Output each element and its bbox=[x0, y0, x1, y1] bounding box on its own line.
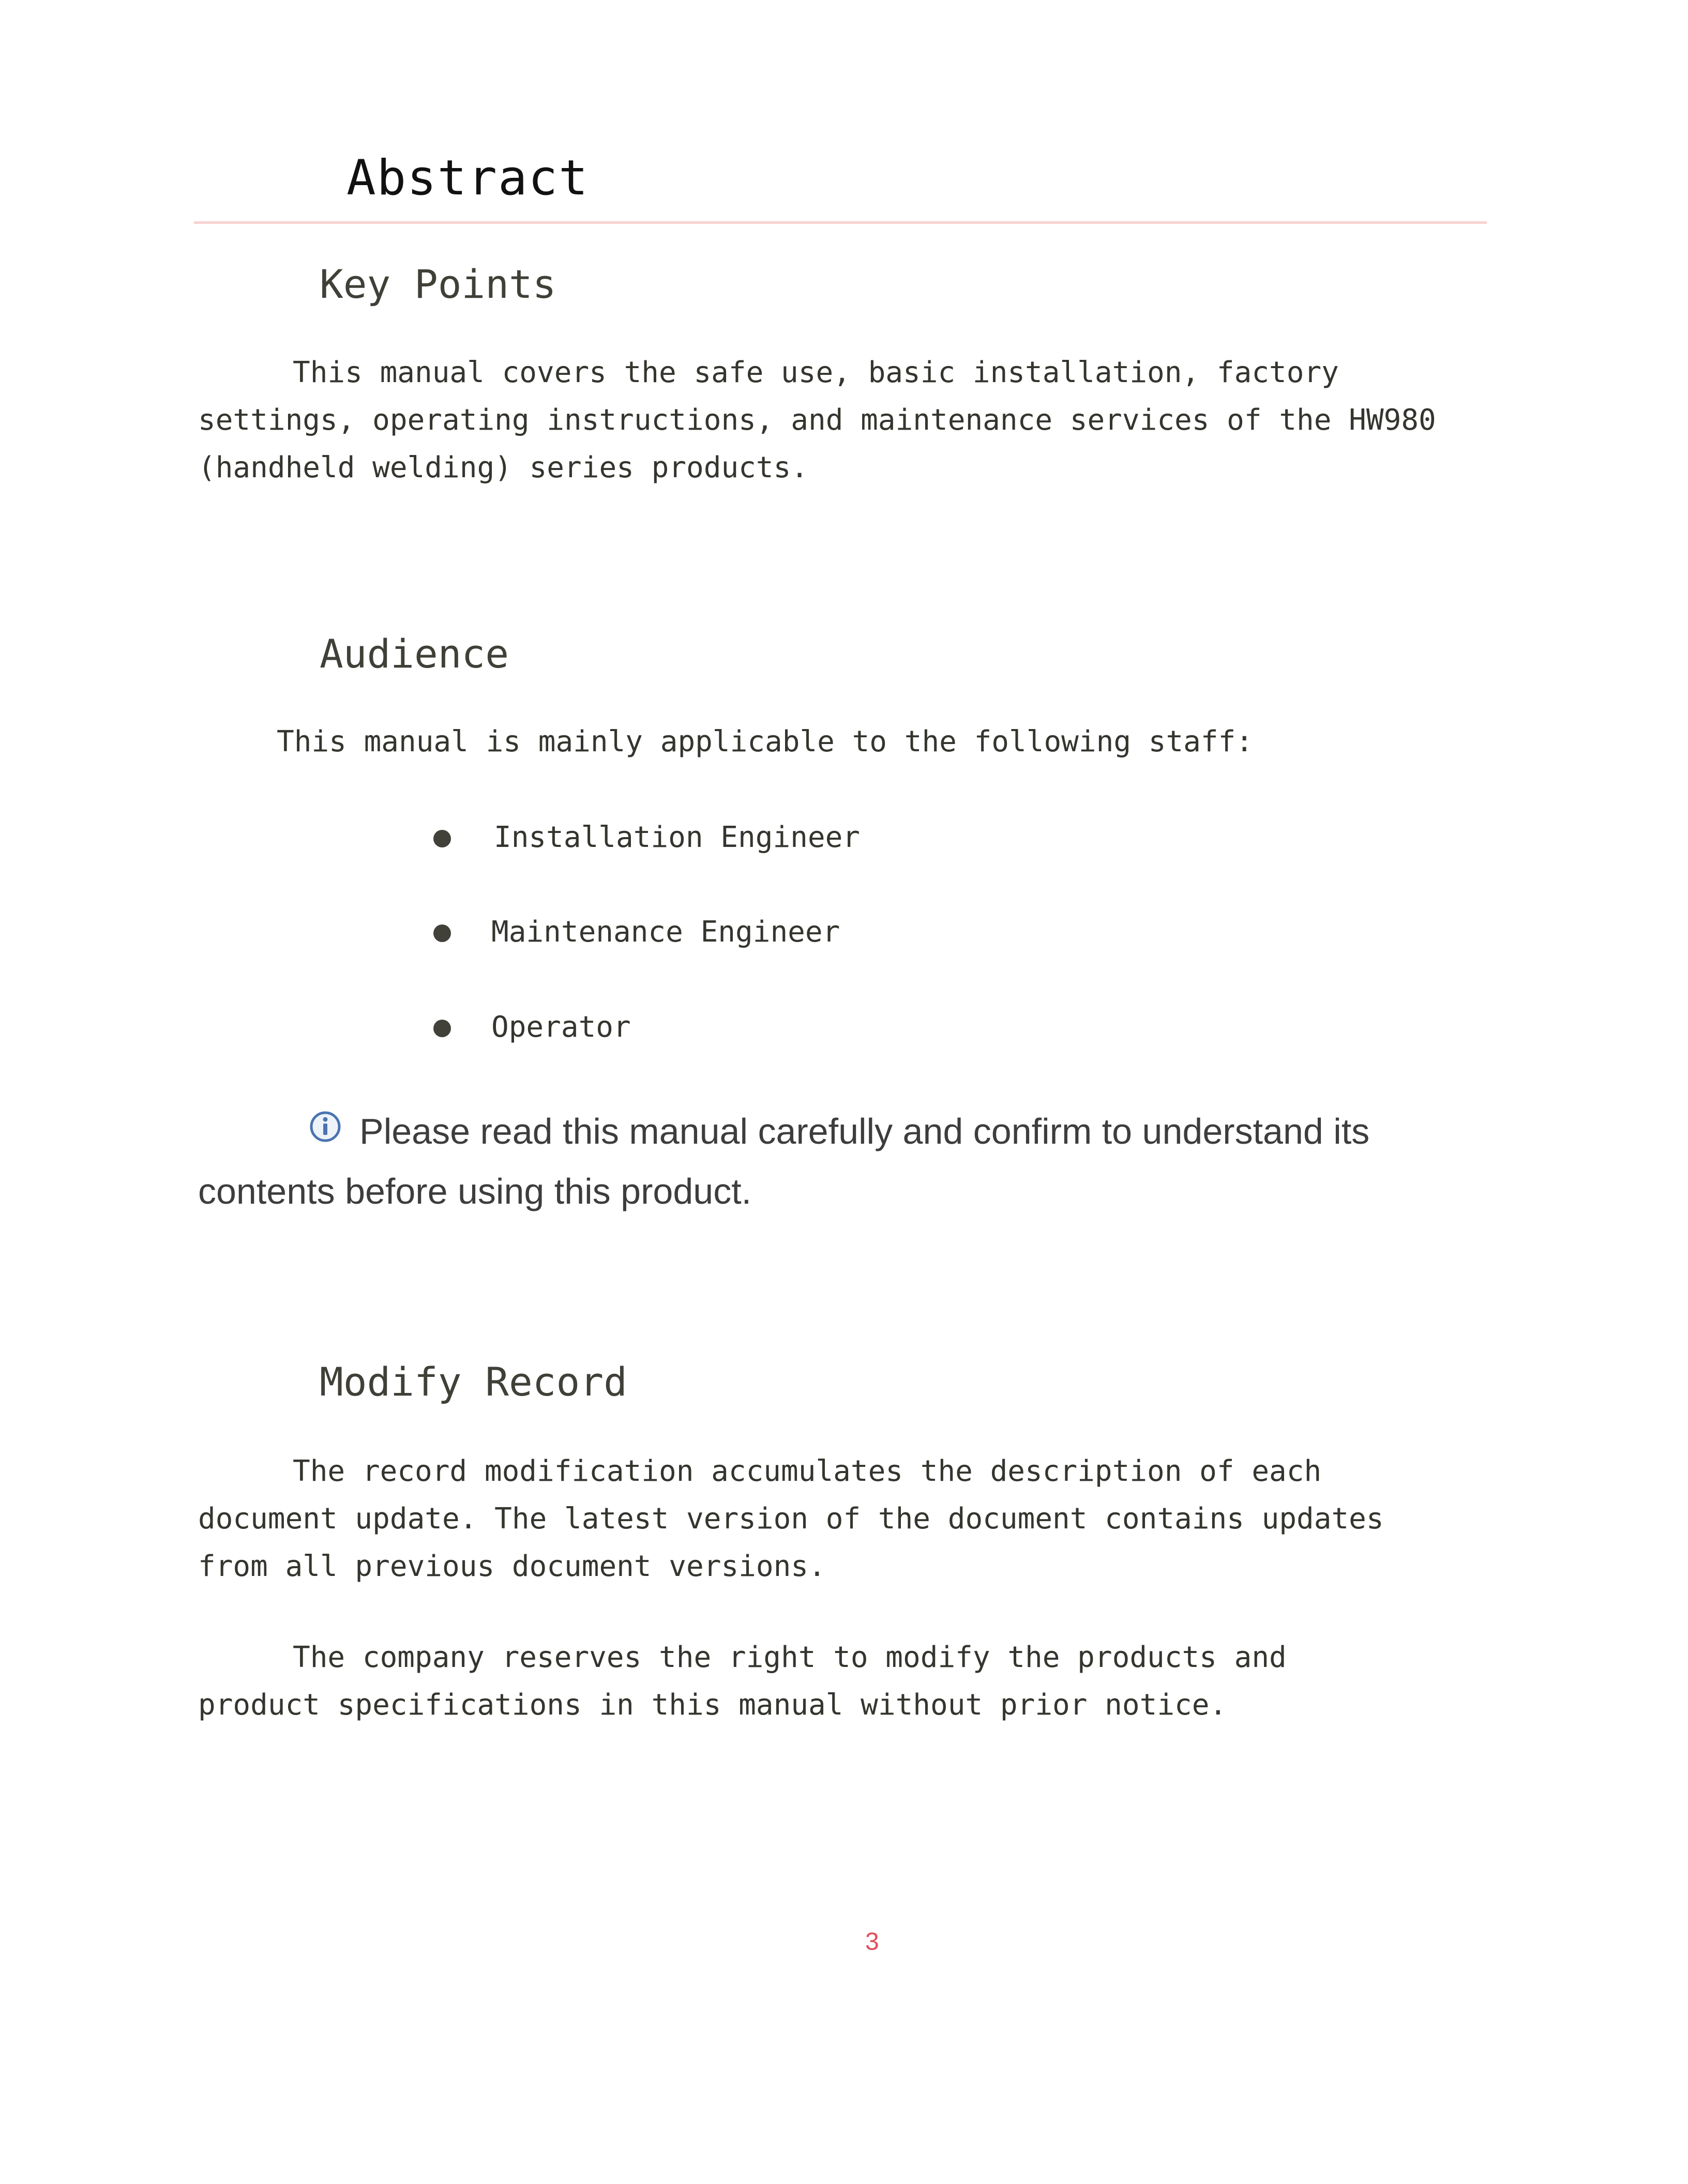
section-heading-key-points: Key Points bbox=[320, 261, 556, 307]
modify-record-notice: The company reserves the right to modify the products and product specifications in this manual without prior notice. bbox=[198, 1641, 1287, 1722]
read-manual-note: Please read this manual carefully and confirm to understand its contents before using this product. bbox=[198, 1111, 1370, 1211]
bullet-icon bbox=[433, 924, 451, 942]
key-points-paragraph: This manual covers the safe use, basic installation, factory settings, operating instructions, and maintenance services of the HW980 (handheld welding) series products. bbox=[198, 356, 1436, 484]
bullet-icon bbox=[433, 830, 451, 847]
page-title: Abstract bbox=[346, 150, 589, 206]
list-item-label: Installation Engineer bbox=[494, 821, 861, 854]
title-divider bbox=[194, 221, 1487, 224]
section-heading-audience: Audience bbox=[320, 631, 509, 677]
list-item-label: Maintenance Engineer bbox=[491, 915, 840, 949]
list-item-label: Operator bbox=[491, 1010, 631, 1044]
page-number: 3 bbox=[865, 1928, 879, 1955]
section-heading-modify-record: Modify Record bbox=[320, 1359, 627, 1405]
audience-intro: This manual is mainly applicable to the following staff: bbox=[277, 725, 1254, 759]
modify-record-paragraph: The record modification accumulates the description of each document update. The latest version of the document contains updates from all previous document versions. bbox=[198, 1454, 1384, 1583]
bullet-icon bbox=[433, 1020, 451, 1037]
